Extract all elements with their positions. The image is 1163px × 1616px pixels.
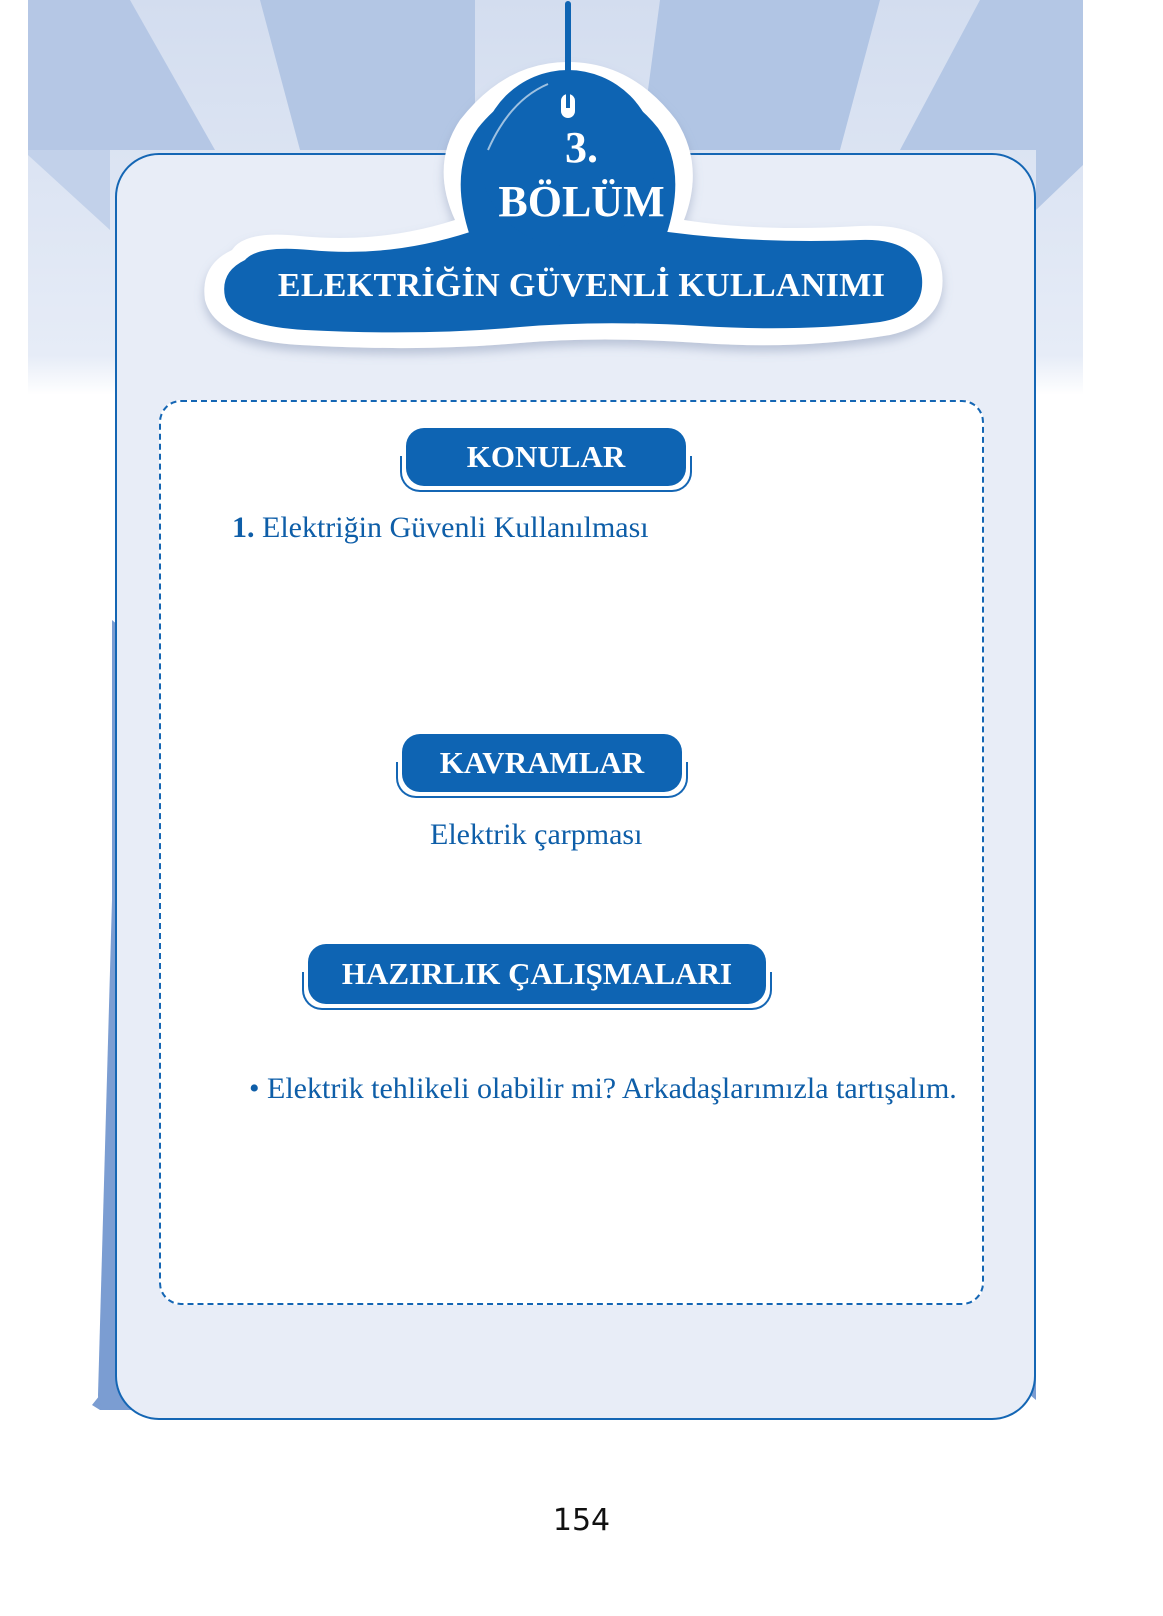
konular-heading-badge — [406, 428, 686, 486]
konular-heading: KONULAR — [406, 428, 686, 486]
kavramlar-heading-badge — [402, 734, 682, 792]
topic-number: 1. — [232, 511, 255, 544]
chapter-title: ELEKTRİĞİN GÜVENLİ KULLANIMI — [277, 267, 886, 304]
kavramlar-heading: KAVRAMLAR — [402, 734, 682, 792]
chapter-label: BÖLÜM — [498, 177, 665, 226]
preparation-question — [221, 1060, 961, 1118]
hazirlik-heading: HAZIRLIK ÇALIŞMALARI — [308, 944, 766, 1004]
topic-item — [232, 508, 649, 548]
bullet-icon: • — [249, 1072, 260, 1105]
concept-item: Elektrik çarpması — [430, 818, 643, 851]
topic-text: Elektriğin Güvenli Kullanılması — [254, 511, 649, 544]
page-number: 154 — [552, 1503, 611, 1538]
hazirlik-heading-badge — [308, 944, 766, 1004]
preparation-text: Elektrik tehlikeli olabilir mi? Arkadaşlarımızla tartışalım. — [267, 1072, 957, 1105]
chapter-number: 3. — [565, 123, 598, 172]
